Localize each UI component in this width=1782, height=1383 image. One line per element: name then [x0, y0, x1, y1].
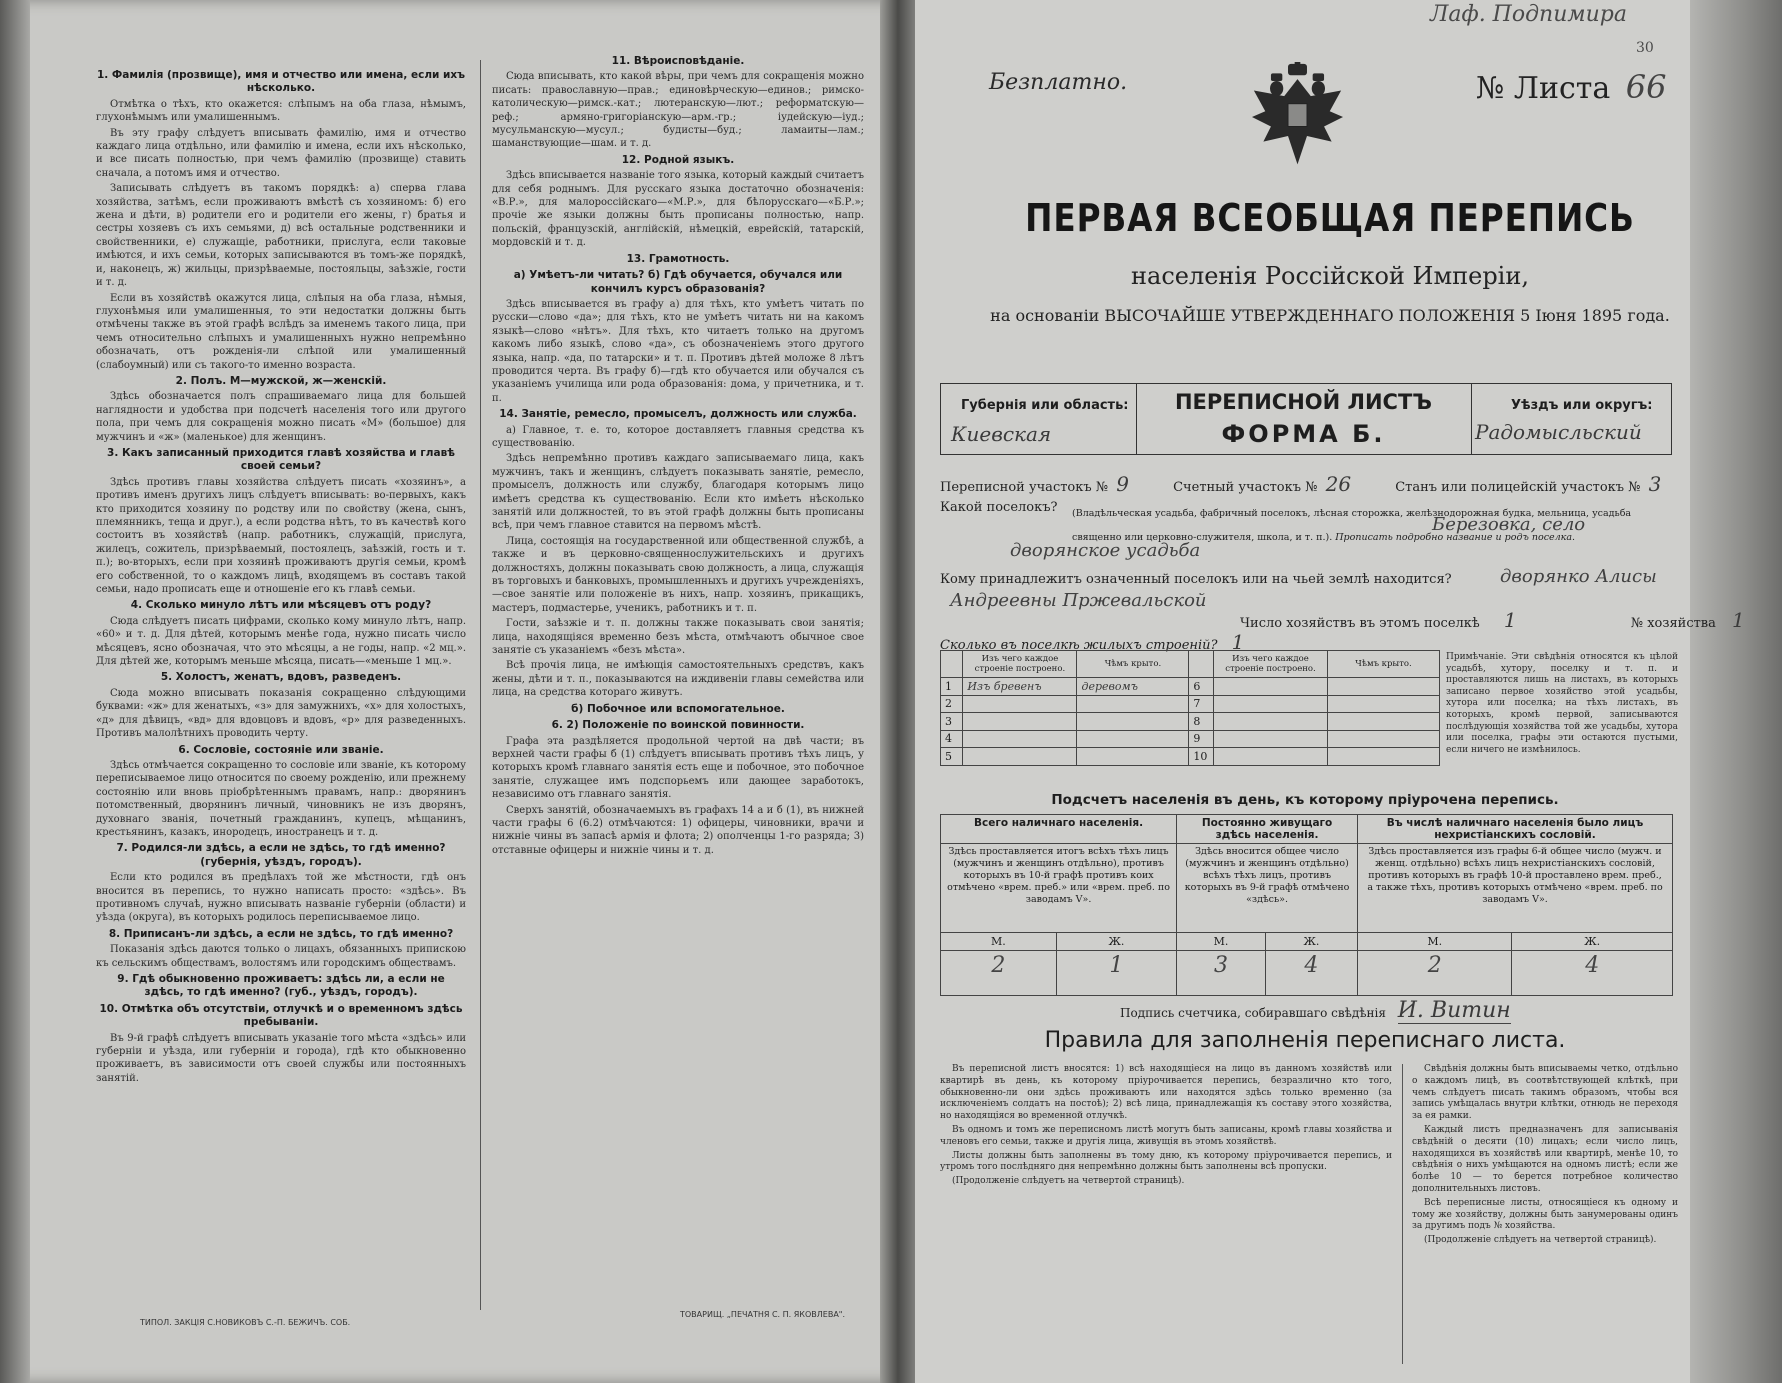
count-permanent-female: 4: [1265, 951, 1357, 996]
owner-value-1: дворянко Алисы: [1500, 566, 1657, 587]
province-label: Губернія или область:: [961, 398, 1129, 413]
building-roof: [1328, 695, 1440, 713]
camp-label: Станъ или полицейскій участокъ №: [1395, 480, 1641, 495]
section-heading: 6. 2) Положеніе по воинской повинности.: [551, 719, 805, 732]
paragraph: Отмѣтка о тѣхъ, кто окажется: слѣпымъ на оба глаза, нѣмымъ, глухонѣмымъ или умалишеннымъ.: [96, 98, 466, 124]
building-roof: [1077, 713, 1189, 731]
paragraph: Здѣсь непремѣнно противъ каждаго записываемаго лица, какъ мужчинъ, такъ и женщинъ, слѣдуетъ показывать занятіе, ремесло, промыселъ, должность или службу, благодаря которымъ лицо имѣетъ средства къ существованію. Если кто имѣетъ нѣсколько занятій или должностей, то въ этой графѣ должны быть прописаны всѣ, при чемъ главное ставится на первомъ мѣстѣ.: [492, 453, 864, 532]
signature-value: И. Витин: [1397, 998, 1511, 1023]
paragraph: Сверхъ занятій, обозначаемыхъ въ графахъ 14 а и б (1), въ нижней части графы 6 (6.2) отмѣчаются: 1) офицеры, чиновники, врачи и нижніе чины въ запасѣ армія и флота; 2) ополченцы 1-го разряда; 3) отставные офицеры и нижніе чины и т. д.: [492, 804, 864, 856]
sheet-number-label: № Листа: [1476, 71, 1611, 106]
section-heading: 9. Гдѣ обыкновенно проживаетъ: здѣсь ли, а если не здѣсь, то гдѣ именно? (губ., уѣздъ, городъ).: [117, 973, 445, 999]
settlement-hint-text: (Владѣльческая усадьба, фабричный поселокъ, лѣсная сторожка, желѣзнодорожная будка, мельница, усадьба священно или церковно-служителя, школа, и т. п.).: [1072, 508, 1632, 543]
paragraph: а) Главное, т. е. то, которое доставляетъ главныя средства къ существованію.: [492, 424, 864, 449]
count-desc-present: Здѣсь проставляется итогъ всѣхъ тѣхъ лицъ (мужчинъ и женщинъ отдѣльно), противъ которыхъ въ 10-й графѣ противъ коих отмѣчено «врем. преб.» или «врем. преб. по заводамъ V».: [941, 844, 1177, 933]
left-edge-shadow: [0, 0, 30, 1383]
census-legal-basis: на основаніи ВЫСОЧАЙШЕ УТВЕРЖДЕННАГО ПОЛОЖЕНІЯ 5 Іюня 1895 года.: [990, 306, 1670, 325]
paragraph: Показанія здѣсь даются только о лицахъ, обязанныхъ припискою къ сельскимъ обществамъ, волостямъ или городскимъ обществамъ.: [96, 944, 466, 969]
count-nonchristian-male: 2: [1358, 951, 1512, 996]
camp-value: 3: [1648, 472, 1662, 496]
row-number: 9: [1189, 730, 1214, 748]
row-number: 6: [1189, 678, 1214, 696]
paragraph: Здѣсь противъ главы хозяйства слѣдуетъ писать «хозяинъ», а противъ именъ другихъ лицъ слѣдуетъ вписывать: во-первыхъ, какъ кто приходится хозяину по родству или по свойству (жена, сынъ, племянникъ, теща и друг.), а если родства нѣтъ, то въ качествѣ кого состоитъ въ хозяйствѣ (напр. работникъ, служащій, прислуга, жилецъ, сожитель, призрѣваемый, постоялецъ, заѣзжій, гость и т. п.); во-вторыхъ, если при хозяинѣ проживаютъ другія семьи, кромѣ его собственной, то о каждомъ лицѣ, входящемъ въ составъ такой семьи, надо прописать еще и отношеніе его къ главѣ семьи.: [96, 476, 466, 596]
building-material: [1213, 678, 1327, 696]
form-header-box: [940, 383, 1672, 455]
households-label: Число хозяйствъ въ этомъ поселкѣ: [1240, 616, 1480, 631]
census-title: ПЕРВАЯ ВСЕОБЩАЯ ПЕРЕПИСЬ: [1025, 196, 1635, 240]
printer-imprint-right: ТОВАРИЩ. „ПЕЧАТНЯ С. П. ЯКОВЛЕВА".: [680, 1310, 846, 1319]
row-number: 1: [941, 678, 963, 696]
count-desc-nonchristian: Здѣсь проставляется изъ графы 6-й общее число (мужч. и женщ. отдѣльно) всѣхъ лицъ нехристіанскихъ сословій, противъ которыхъ въ графѣ 10-й проставлено врем. преб., а также тѣхъ, противъ которыхъ отмѣчено «врем. преб. по заводамъ V».: [1358, 844, 1673, 933]
free-label: Безплатно.: [989, 70, 1128, 95]
rules-paragraph: Свѣдѣнія должны быть вписываемы четко, отдѣльно о каждомъ лицѣ, въ соотвѣтствующей клѣткѣ, при чемъ слѣдуетъ писать такимъ образомъ, чтобы вся запись умѣщалась внутри клѣтки, отнюдь не переходя за ея рамки.: [1412, 1064, 1678, 1122]
settlement-label: Какой поселокъ?: [940, 500, 1058, 515]
buildings-note: Примѣчаніе. Эти свѣдѣнія относятся къ цѣлой усадьбѣ, хутору, поселку и т. п. и проставляются лишь на листахъ, въ которыхъ записано первое хозяйство этой усадьбы, хутора или поселка; на тѣхъ листахъ, въ которыхъ, кромѣ первой, записываются послѣдующія хозяйства той же усадьбы, хутора или поселка, графы эти остаются пустыми, если ничего не измѣнилось.: [1446, 652, 1678, 755]
section-heading: 11. Вѣроисповѣданіе.: [611, 55, 745, 67]
households-line: [1240, 608, 1745, 632]
rules-divider: [1402, 1064, 1403, 1364]
building-roof: [1328, 678, 1440, 696]
count-precinct-value: 26: [1325, 472, 1352, 496]
count-nonchristian-female: 4: [1512, 951, 1673, 996]
household-no-value: 1: [1732, 608, 1745, 632]
table-row: [941, 730, 1440, 748]
paragraph: Лица, состоящія на государственной или общественной службѣ, а также и въ церковно-священнослужительскихъ и другихъ должностяхъ, должны показывать свою должность, а лица, служащія въ торговыхъ и банковыхъ, промышленныхъ и другихъ учрежденіяхъ,—свое занятіе или положеніе въ нихъ, напр. хозяинъ, прикащикъ, мастеръ, подмастерье, ученикъ, работникъ и т. п.: [492, 535, 864, 614]
building-roof: [1077, 730, 1189, 748]
rules-paragraph: Всѣ переписные листы, относящіеся къ одному и тому же хозяйству, должны быть занумерованы одинъ за другимъ подъ № хозяйства.: [1412, 1197, 1678, 1232]
paragraph: Здѣсь отмѣчается сокращенно то сословіе или званіе, къ которому переписываемое лицо относится по своему рожденію, или прежнему состоянію или вновь пріобрѣтеннымъ правамъ, напр.: дворянинъ потомственный, дворянинъ личный, чиновникъ не изъ дворянъ, духовнаго званія, почетный гражданинъ, купецъ, мѣщанинъ, крестьянинъ, казакъ, инородецъ, иностранецъ и т. д.: [96, 759, 466, 838]
sheet-number: [1476, 68, 1667, 106]
instructions-column-1: [96, 66, 466, 1311]
section-heading: 14. Занятіе, ремесло, промыселъ, должность или служба.: [499, 408, 857, 421]
household-no-label: № хозяйства: [1630, 616, 1716, 631]
rules-paragraph: Листы должны быть заполнены въ тому дню, къ которому пріурочивается перепись, и утромъ того послѣдняго дня непремѣнно должны быть заполнены всѣ пропуски.: [940, 1150, 1392, 1173]
section-heading: а) Умѣетъ-ли читать? б) Гдѣ обучается, обучался или кончилъ курсъ образованія?: [513, 269, 843, 295]
right-page-edge: [1690, 0, 1782, 1383]
paragraph: Графа эта раздѣляется продольной чертой на двѣ части; въ верхней части графы б (1) слѣдуетъ вписывать противъ тѣхъ лицъ, у которыхъ кромѣ главнаго занятія есть еще и побочное, это побочное занятіе, служащее имъ подспорьемъ или дающее заработокъ, независимо отъ главнаго занятія.: [492, 735, 864, 801]
settlement-hint-detail: Прописать подробно название и родъ поселка.: [1335, 532, 1576, 543]
building-roof: [1077, 748, 1189, 766]
count-f-label: Ж.: [1056, 933, 1176, 951]
paragraph: Сюда слѣдуетъ писать цифрами, сколько кому минуло лѣтъ, напр. «60» и т. д. Для дѣтей, которымъ менѣе года, нужно писать число мѣсяцевъ, ясно обозначая, что это мѣсяцы, а не годы, напр. «2 мц.». Для дѣтей же, которымъ меньше мѣсяца, писать—«меньше 1 мц.».: [96, 615, 466, 668]
row-number: 5: [941, 748, 963, 766]
count-m-label: М.: [1358, 933, 1512, 951]
building-material: Изъ бревенъ: [963, 678, 1077, 696]
paragraph: Здѣсь вписывается въ графу а) для тѣхъ, кто умѣетъ читать по русски—слово «да»; для тѣхъ, кто не умѣетъ читать ни на какомъ языкѣ—слово «нѣтъ». Для тѣхъ, кто читаетъ только на другомъ какомъ либо языкѣ, слово «да», съ обозначеніемъ этого другого языка, напр. «да, по татарски» и т. п. Противъ дѣтей моложе 8 лѣтъ проводится черта. Въ графу б)—гдѣ кто обучается или обучался съ указаніемъ училища или рода образованія: дома, у причетника, и т. п.: [492, 298, 864, 404]
count-header-present: Всего наличнаго населенія.: [941, 815, 1177, 844]
census-subtitle: населенія Россійской Имперіи,: [1131, 262, 1529, 290]
section-heading: 4. Сколько минуло лѣтъ или мѣсяцевъ отъ роду?: [130, 599, 432, 612]
section-heading: 13. Грамотность.: [626, 252, 730, 265]
precinct-value: 9: [1116, 472, 1129, 496]
section-heading: 3. Какъ записанный приходится главѣ хозяйства и главѣ своей семьи?: [107, 446, 455, 473]
buildings-table: [940, 650, 1440, 766]
building-material: [1213, 730, 1327, 748]
bld-col-material-2: Изъ чего каждое строеніе построено.: [1213, 651, 1327, 678]
book-gutter: [880, 0, 920, 1383]
row-number: 2: [941, 695, 963, 713]
building-material: [963, 730, 1077, 748]
count-precinct-label: Счетный участокъ №: [1173, 480, 1318, 495]
rules-title: Правила для заполненія переписнаго листа.: [1044, 1028, 1566, 1053]
district-label: Уѣздъ или округъ:: [1511, 398, 1653, 413]
row-number: 3: [941, 713, 963, 731]
archive-page-number: 30: [1636, 40, 1654, 56]
paragraph: Всѣ прочія лица, не имѣющія самостоятельныхъ средствъ, какъ жены, дѣти и т. п., показываются на иждивеніи главы семейства или лица, на средства котораго живутъ.: [492, 660, 864, 699]
building-roof: [1328, 748, 1440, 766]
district-value: Радомысльский: [1475, 420, 1642, 444]
sheet-number-value: 66: [1625, 68, 1667, 106]
column-divider: [480, 60, 481, 1310]
rules-paragraph: Каждый листъ предназначенъ для записыванія свѣдѣній о десяти (10) лицахъ; если число лицъ, находящихся въ хозяйствѣ или квартирѣ, менѣе 10, то свѣдѣнія о нихъ умѣщаются на одномъ листѣ; если же болѣе 10 — то берется потребное количество дополнительныхъ листовъ.: [1412, 1124, 1678, 1194]
building-material: [963, 748, 1077, 766]
building-material: [1213, 695, 1327, 713]
table-row: [941, 713, 1440, 731]
building-material: [963, 695, 1077, 713]
section-heading: 12. Родной языкъ.: [621, 153, 735, 166]
rules-column-left: [940, 1064, 1392, 1364]
bld-col-num: [941, 651, 963, 678]
table-row: [941, 678, 1440, 696]
rules-paragraph: (Продолженіе слѣдуетъ на четвертой страницѣ).: [952, 1176, 1185, 1187]
buildings-value: 1: [1231, 630, 1245, 654]
count-f-label: Ж.: [1265, 933, 1357, 951]
count-header-permanent: Постоянно живущаго здѣсь населенія.: [1177, 815, 1358, 844]
building-roof: деревомъ: [1077, 678, 1189, 696]
table-row: [941, 748, 1440, 766]
building-roof: [1328, 730, 1440, 748]
paragraph: Если въ хозяйствѣ окажутся лица, слѣпыя на оба глаза, нѣмыя, глухонѣмыя или умалишенныя, то эти недостатки должны быть отмѣчены также въ этой графѣ вслѣдъ за именемъ такого лица, при чемъ относительно слѣпыхъ и умалишенныхъ нужно непремѣнно обозначать, отъ рожденія-ли слѣпой или умалишенный (слабоумный) или съ такого-то именно возраста.: [96, 292, 466, 371]
settlement-line: [940, 500, 1057, 515]
count-m-label: М.: [941, 933, 1057, 951]
count-f-label: Ж.: [1512, 933, 1673, 951]
census-precinct-line: [940, 472, 1661, 496]
rules-paragraph: (Продолженіе слѣдуетъ на четвертой страницѣ).: [1424, 1235, 1657, 1246]
printer-imprint-left: ТИПОЛ. ЗАКЦІЯ С.НОВИКОВЪ С.-П. БЕЖИЧЪ. СОБ.: [140, 1318, 351, 1327]
settlement-value-2: дворянское усадьба: [1010, 540, 1201, 561]
rules-paragraph: Въ одномъ и томъ же переписномъ листѣ могутъ быть записаны, кромѣ главы хозяйства и членовъ его семьи, также и другія лица, живущія въ этомъ хозяйствѣ.: [940, 1124, 1392, 1147]
bld-col-roof-2: Чѣмъ крыто.: [1328, 651, 1440, 678]
rules-paragraph: Въ переписной листъ вносятся: 1) всѣ находящіеся на лицо въ данномъ хозяйствѣ или квартирѣ въ день, къ которому пріурочивается перепись, безразлично кто того, обыкновенно-ли они здѣсь проживаютъ или находятся здѣсь только временно (за исключеніемъ солдатъ на постоѣ); 2) всѣ лица, принадлежащія къ составу этого хозяйства, но находящіяся во временной отлучкѣ.: [940, 1064, 1392, 1122]
section-heading: 8. Приписанъ-ли здѣсь, а если не здѣсь, то гдѣ именно?: [108, 927, 454, 940]
imperial-eagle-icon: [1250, 62, 1345, 172]
households-value: 1: [1503, 608, 1517, 632]
bld-col-material: Изъ чего каждое строеніе построено.: [963, 651, 1077, 678]
owner-value-2: Андреевны Пржевальской: [950, 590, 1207, 611]
row-number: 7: [1189, 695, 1214, 713]
precinct-label: Переписной участокъ №: [940, 480, 1109, 495]
owner-line: [940, 572, 1452, 587]
province-value: Киевская: [951, 422, 1052, 446]
paragraph: Гости, заѣзжіе и т. п. должны также показывать свои занятія; лица, находящіяся временно безъ мѣста, отмѣчаютъ обычное свое занятіе съ указаніемъ «безъ мѣста».: [492, 618, 864, 657]
table-row: [941, 695, 1440, 713]
rules-column-right: [1412, 1064, 1678, 1364]
count-m-label: М.: [1177, 933, 1266, 951]
count-present-male: 2: [941, 951, 1057, 996]
section-heading: 7. Родился-ли здѣсь, а если не здѣсь, то гдѣ именно? (губернія, уѣздъ, городъ).: [116, 842, 446, 868]
count-desc-permanent: Здѣсь вносится общее число (мужчинъ и женщинъ отдѣльно) всѣхъ тѣхъ лицъ, противъ которыхъ въ 9-й графѣ отмѣчено «здѣсь».: [1177, 844, 1358, 933]
section-heading: 10. Отмѣтка объ отсутствіи, отлучкѣ и о временномъ здѣсь пребываніи.: [99, 1002, 463, 1029]
count-present-female: 1: [1056, 951, 1176, 996]
instructions-column-2: [492, 52, 864, 1314]
enumerator-signature-line: [1120, 998, 1511, 1023]
paragraph: Сюда можно вписывать показанія сокращенно слѣдующими буквами: «ж» для женатыхъ, «з» для замужнихъ, «х» для холостыхъ, «д» для дѣвицъ, «вд» для вдовцовъ и вдовъ, «р» для разведенныхъ. Противъ малолѣтнихъ проводить черту.: [96, 687, 466, 740]
province-cell: [941, 384, 1137, 454]
paragraph: Записывать слѣдуетъ въ такомъ порядкѣ: а) сперва глава хозяйства, затѣмъ, если проживаютъ вмѣстѣ съ хозяиномъ: б) его жена и дѣти, в) родители его и родители его жены, г) братья и сестры хозяевъ съ ихъ семьями, д) всѣ остальные родственники и свойственники, е) служащіе, работники, прислуга, если таковые имѣются, и ихъ семьи, которых записываются въ томъ-же порядкѣ, и, наконецъ, ж) жильцы, призрѣваемые, постояльцы, заѣзжіе, гости и т. д.: [96, 183, 466, 289]
settlement-value-1: Березовка, село: [1432, 514, 1586, 535]
signature-label: Подпись счетчика, собиравшаго свѣдѣнія: [1120, 1006, 1386, 1020]
archive-handwritten-note: Лаф. Подпимира: [1430, 2, 1628, 27]
paragraph: Сюда вписывать, кто какой вѣры, при чемъ для сокращенія можно писать: православную—прав.; единовѣрческую—единов.; римско-католическую—римск.-кат.; лютеранскую—лют.; реформатскую—реф.; армяно-григоріанскую—арм.-гр.; іудейскую—іуд.; мусульманскую—мусул.; будисты—буд.; ламаиты—лам.; шаманствующие—шам. и т. д.: [492, 71, 864, 150]
building-roof: [1328, 713, 1440, 731]
population-count-table: [940, 814, 1673, 996]
count-permanent-male: 3: [1177, 951, 1266, 996]
buildings-label: Сколько въ поселкѣ жилыхъ строеній?: [940, 638, 1218, 653]
section-heading: 2. Полъ. М—мужской, ж—женскій.: [175, 374, 387, 387]
building-material: [963, 713, 1077, 731]
row-number: 8: [1189, 713, 1214, 731]
section-heading: 6. Сословіе, состояніе или званіе.: [178, 743, 384, 756]
bld-col-roof: Чѣмъ крыто.: [1077, 651, 1189, 678]
section-heading: 5. Холостъ, женатъ, вдовъ, разведенъ.: [160, 671, 402, 684]
form-title-cell: [1136, 384, 1472, 454]
district-cell: [1471, 384, 1671, 454]
paragraph: Въ 9-й графѣ слѣдуетъ вписывать указаніе того мѣста «здѣсь» или губерніи и уѣзда, или губерніи и города), гдѣ кто обыкновенно проживаетъ, въ зависимости отъ своей службы или постоянныхъ занятій.: [96, 1032, 466, 1084]
owner-label: Кому принадлежитъ означенный поселокъ или на чьей землѣ находится?: [940, 572, 1452, 587]
row-number: 10: [1189, 748, 1214, 766]
row-number: 4: [941, 730, 963, 748]
building-roof: [1077, 695, 1189, 713]
paragraph: Здѣсь обозначается полъ спрашиваемаго лица для большей наглядности и удобства при подсчетѣ населенія того или другого пола, при чемъ для сокращенія можно писать «М» (большое) для мужчинъ и «ж» (маленькое) для женщинъ.: [96, 391, 466, 443]
population-count-title: Подсчетъ населенія въ день, къ которому пріурочена перепись.: [1051, 792, 1559, 808]
building-material: [1213, 713, 1327, 731]
paragraph: Здѣсь вписывается названіе того языка, который каждый считаетъ для себя роднымъ. Для русскаго языка достаточно обозначенія: «В.Р.», для малороссійскаго—«М.Р.», для бѣлорусскаго—«Б.Р.»; прочіе же языки должны быть прописаны полностью, напр. польскій, французскій, англійскій, нѣмецкій, еврейскій, татарскій, мордовскій и т. д.: [492, 170, 864, 249]
form-title-main: ПЕРЕПИСНОЙ ЛИСТЪ: [1174, 390, 1432, 414]
section-heading: 1. Фамилія (прозвище), имя и отчество или имена, если ихъ нѣсколько.: [96, 69, 466, 95]
section-heading: б) Побочное или вспомогательное.: [571, 702, 785, 715]
count-header-nonchristian: Въ числѣ наличнаго населенія было лицъ нехристіанскихъ сословій.: [1358, 815, 1673, 844]
form-title-type: ФОРМА Б.: [1221, 420, 1386, 448]
paragraph: Если кто родился въ предѣлахъ той же мѣстности, гдѣ онъ вносится въ перепись, то нужно написать просто: «здѣсь». Въ противномъ случаѣ, нужно вписывать названіе губерніи (области) и уѣзда (округа), въ которыхъ родилось переписываемое лицо.: [96, 872, 466, 924]
building-material: [1213, 748, 1327, 766]
bld-col-num-2: [1189, 651, 1214, 678]
paragraph: Въ эту графу слѣдуетъ вписывать фамилію, имя и отчество каждаго лица отдѣльно, или фамилію и имена, если ихъ нѣсколько, и все писать полностью, при чемъ фамилію (прозвище) ставить сначала, а потомъ имя и отчество.: [96, 127, 466, 179]
